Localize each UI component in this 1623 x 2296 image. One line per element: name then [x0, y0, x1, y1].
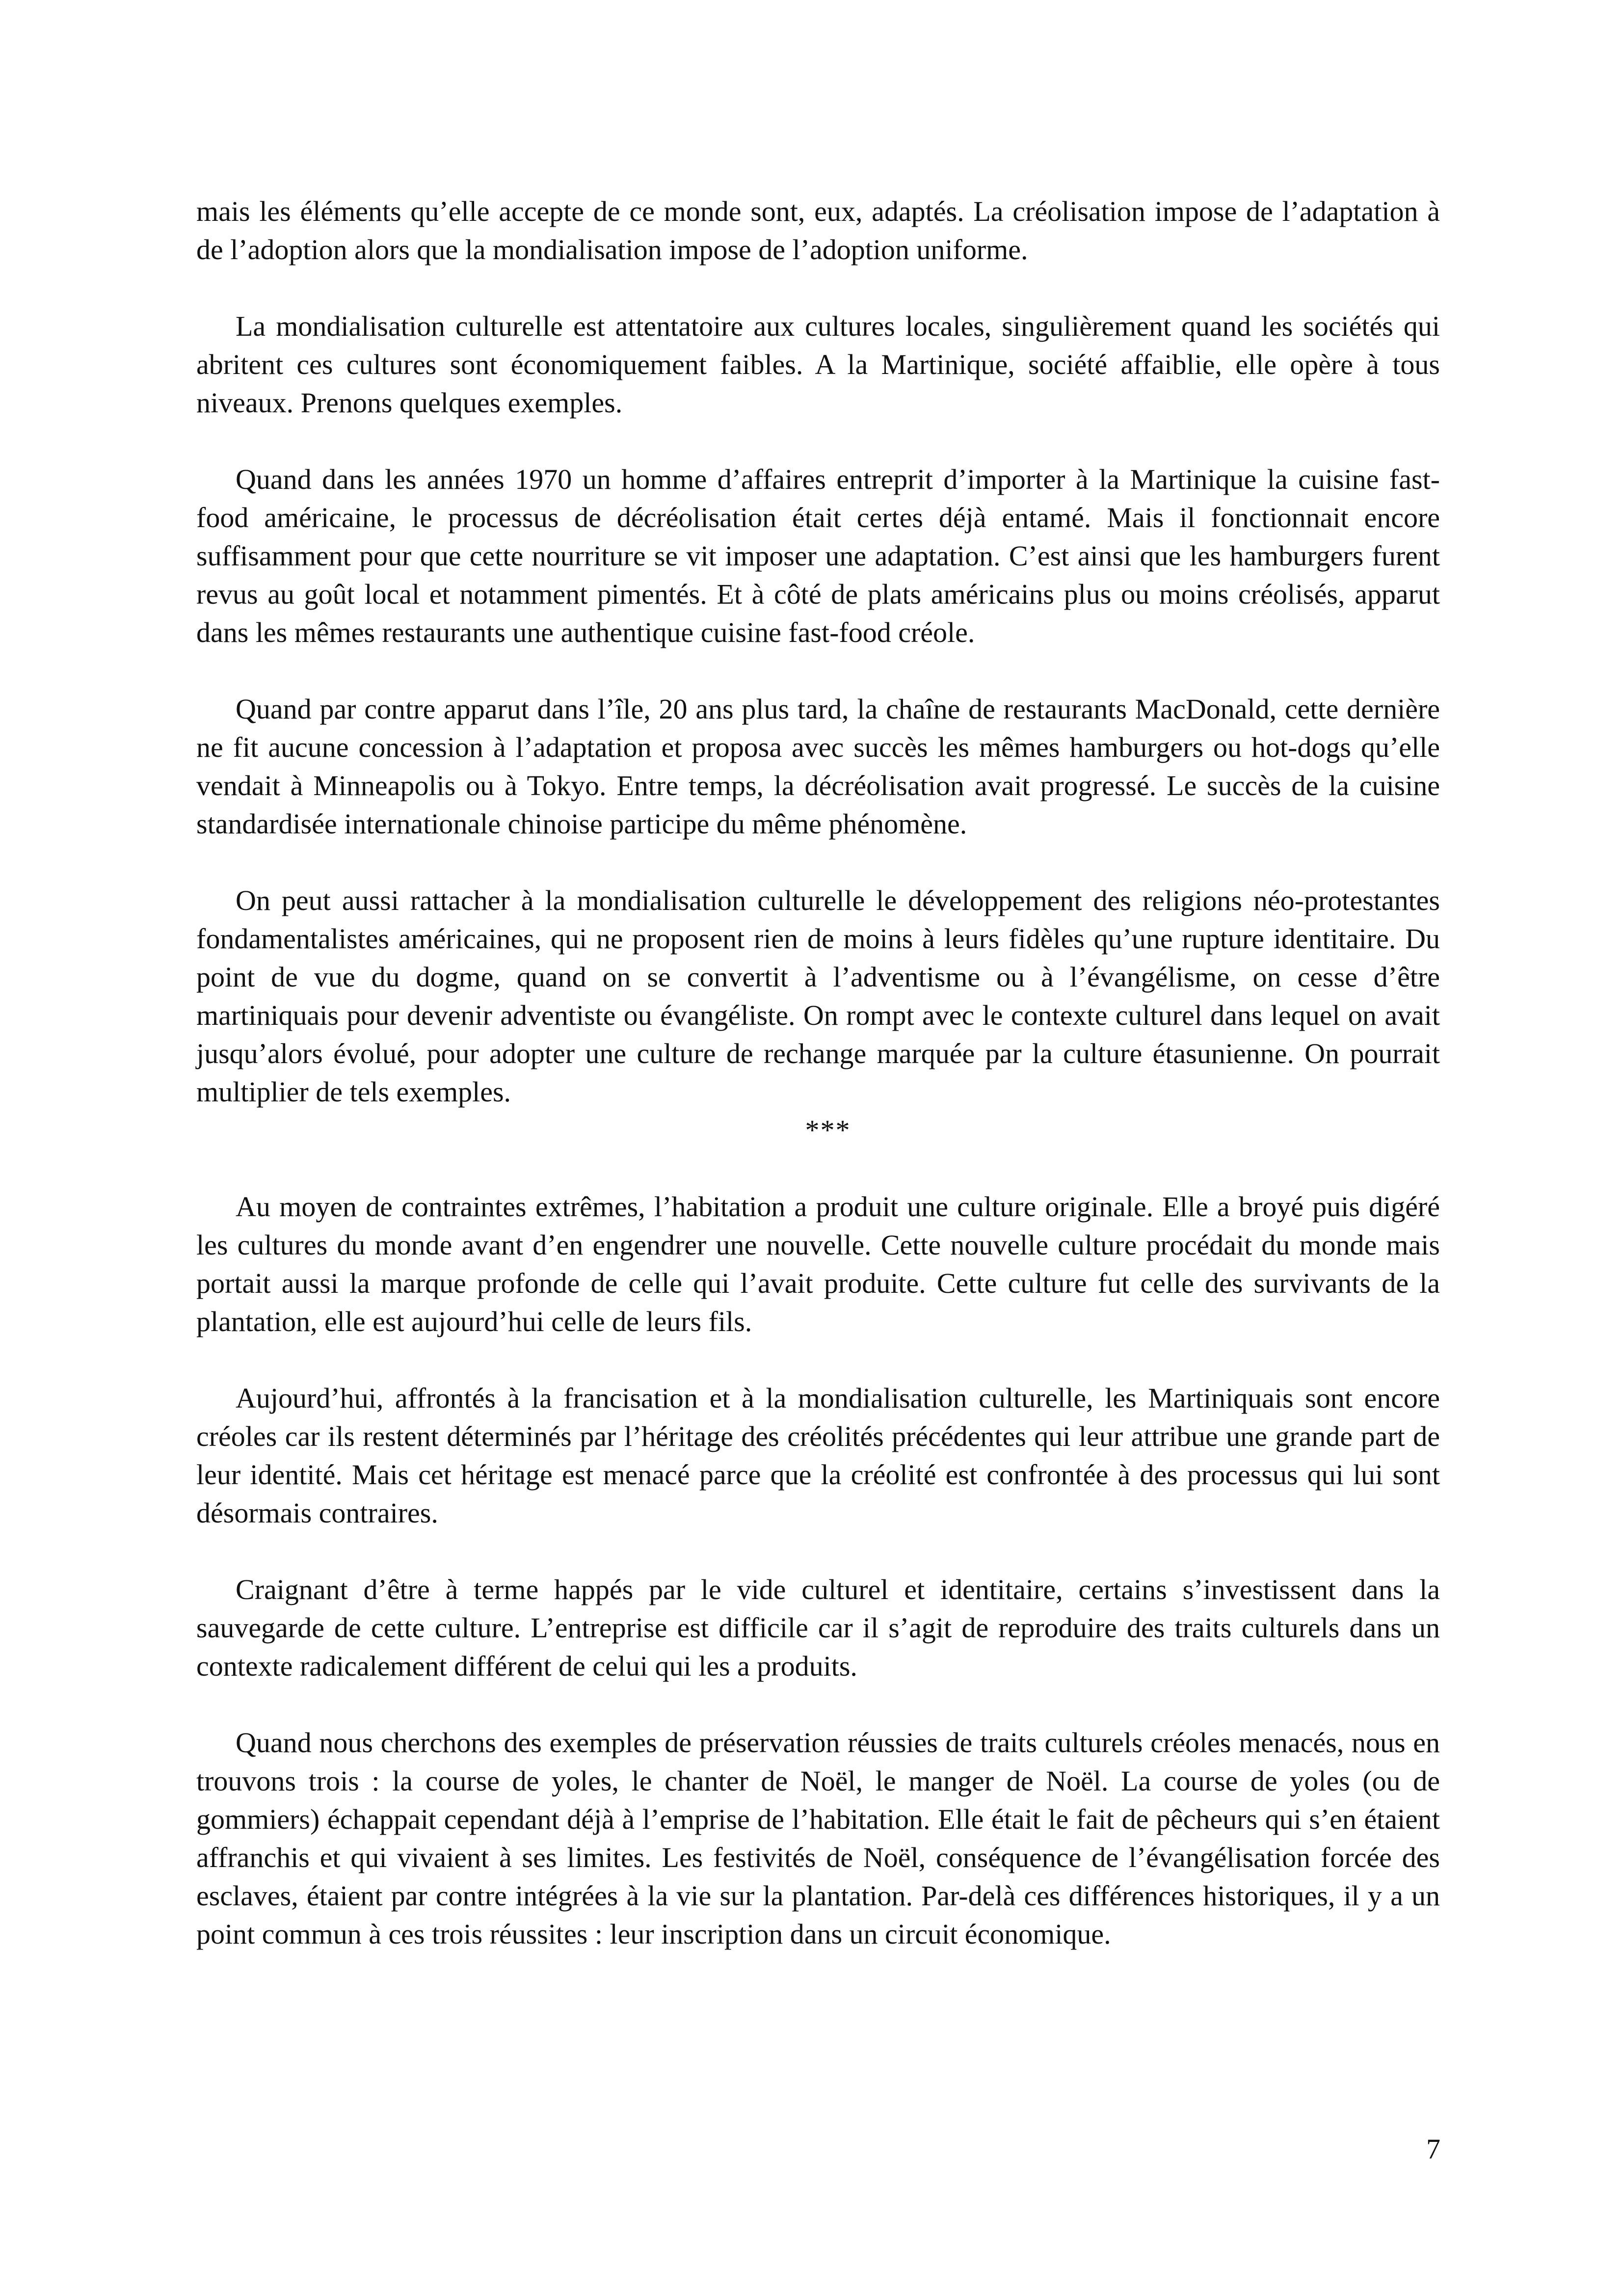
paragraph-7: Aujourd’hui, affrontés à la francisation et à la mondialisation culturelle, les Martiniquais sont encore créoles car ils restent déterminés par l’héritage des créolités précédentes qui leur attribue une grande part de leur identité. Mais cet héritage est menacé parce que la créolité est confrontée à des processus qui lui sont désormais contraires.: [196, 1382, 1440, 1529]
paragraph-6: Au moyen de contraintes extrêmes, l’habitation a produit une culture originale. Elle a broyé puis digéré les cultures du monde avant d’en engendrer une nouvelle. Cette nouvelle culture procédait du monde mais portait aussi la marque profonde de celle qui l’avait produite. Cette culture fut celle des survivants de la plantation, elle est aujourd’hui celle de leurs fils.: [196, 1191, 1440, 1337]
section-separator: ***: [805, 1114, 851, 1146]
paragraph-3: Quand dans les années 1970 un homme d’affaires entreprit d’importer à la Martinique la cuisine fast-food américaine, le processus de décréolisation était certes déjà entamé. Mais il fonctionnait encore suffisamment pour que cette nourriture se vit imposer une adaptation. C’est ainsi que les hamburgers furent revus au goût local et notamment pimentés. Et à côté de plats américains plus ou moins créolisés, apparut dans les mêmes restaurants une authentique cuisine fast-food créole.: [196, 463, 1440, 648]
paragraph-5: On peut aussi rattacher à la mondialisation culturelle le développement des religions néo-protestantes fondamentalistes américaines, qui ne proposent rien de moins à leurs fidèles qu’une rupture identitaire. Du point de vue du dogme, quand on se convertit à l’adventisme ou à l’évangélisme, on cesse d’être martiniquais pour devenir adventiste ou évangéliste. On rompt avec le contexte culturel dans lequel on avait jusqu’alors évolué, pour adopter une culture de rechange marquée par la culture étasunienne. On pourrait multiplier de tels exemples.: [196, 884, 1440, 1108]
page-number: 7: [1426, 2133, 1440, 2165]
paragraph-8: Craignant d’être à terme happés par le vide culturel et identitaire, certains s’investissent dans la sauvegarde de cette culture. L’entreprise est difficile car il s’agit de reproduire des traits culturels dans un contexte radicalement différent de celui qui les a produits.: [196, 1574, 1440, 1682]
paragraph-9: Quand nous cherchons des exemples de préservation réussies de traits culturels créoles menacés, nous en trouvons trois : la course de yoles, le chanter de Noël, le manger de Noël. La course de yoles (ou de gommiers) échappait cependant déjà à l’emprise de l’habitation. Elle était le fait de pêcheurs qui s’en étaient affranchis et qui vivaient à ses limites. Les festivités de Noël, conséquence de l’évangélisation forcée des esclaves, étaient par contre intégrées à la vie sur la plantation. Par-delà ces différences historiques, il y a un point commun à ces trois réussites : leur inscription dans un circuit économique.: [196, 1727, 1440, 1950]
paragraph-2: La mondialisation culturelle est attentatoire aux cultures locales, singulièrement quand les sociétés qui abritent ces cultures sont économiquement faibles. A la Martinique, société affaiblie, elle opère à tous niveaux. Prenons quelques exemples.: [196, 310, 1440, 419]
paragraph-4: Quand par contre apparut dans l’île, 20 ans plus tard, la chaîne de restaurants MacDonald, cette dernière ne fit aucune concession à l’adaptation et proposa avec succès les mêmes hamburgers ou hot-dogs qu’elle vendait à Minneapolis ou à Tokyo. Entre temps, la décréolisation avait progressé. Le succès de la cuisine standardisée internationale chinoise participe du même phénomène.: [196, 693, 1440, 840]
paragraph-1: mais les éléments qu’elle accepte de ce monde sont, eux, adaptés. La créolisation impose de l’adaptation à de l’adoption alors que la mondialisation impose de l’adoption uniforme.: [196, 195, 1440, 266]
document-body: [196, 192, 1440, 1992]
